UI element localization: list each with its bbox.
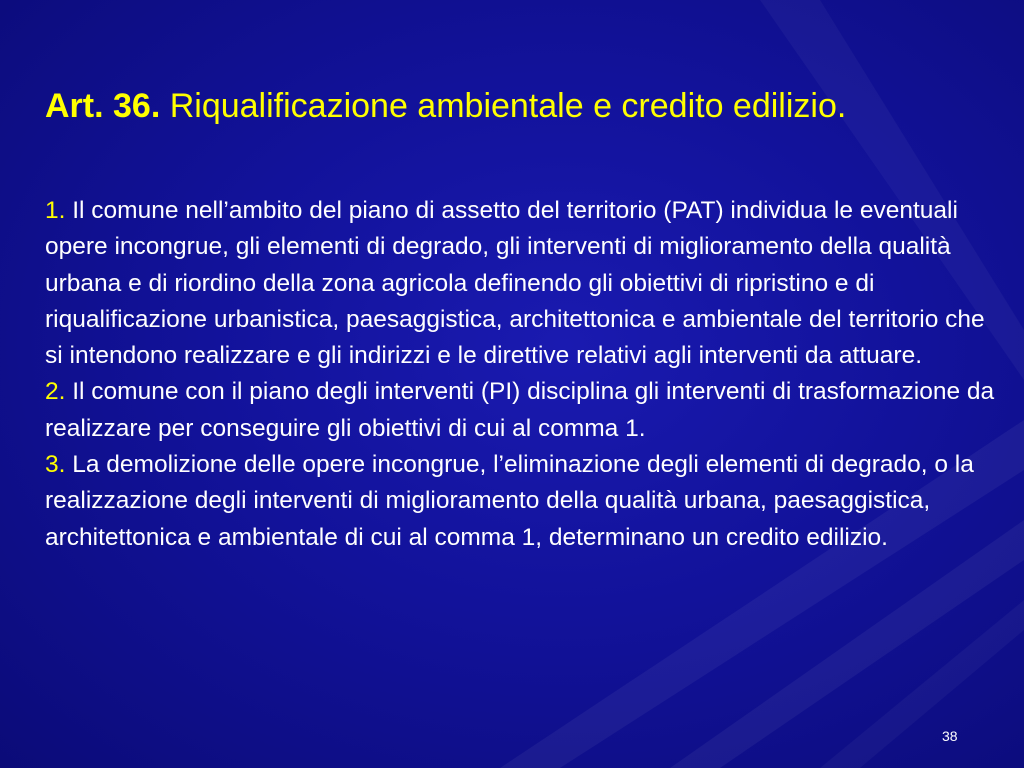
paragraph-number: 1. (45, 197, 66, 224)
article-body (45, 193, 995, 556)
slide-title (45, 84, 846, 128)
paragraph-number: 3. (45, 451, 66, 479)
paragraph-text: La demolizione delle opere incongrue, l’eliminazione degli elementi di degrado, o la realizzazione degli interventi di miglioramento della qualità urbana, paesaggistica, architettonica e ambientale di cui al comma 1, determinano un credito edilizio. (45, 451, 974, 551)
paragraph-number: 2. (45, 378, 66, 406)
paragraph-1 (45, 193, 995, 374)
paragraph-text: Il comune nell’ambito del piano di assetto del territorio (PAT) individua le eventuali opere incongrue, gli elementi di degrado, gli interventi di miglioramento della qualità urbana e di riordino della zona agricola definendo gli obiettivi di ripristino e di riqualificazione urbanistica, paesaggistica, architettonica e ambientale del territorio che si intendono realizzare e gli indirizzi e le direttive relativi agli interventi da attuare. (45, 197, 985, 370)
page-number: 38 (942, 728, 958, 744)
paragraph-3 (45, 447, 995, 556)
paragraph-text: Il comune con il piano degli interventi (PI) disciplina gli interventi di trasformazione da realizzare per conseguire gli obiettivi di cui al comma 1. (45, 378, 995, 442)
paragraph-2 (45, 374, 995, 447)
article-title: Riqualificazione ambientale e credito edilizio. (169, 87, 847, 125)
article-number: Art. 36. (45, 87, 161, 125)
